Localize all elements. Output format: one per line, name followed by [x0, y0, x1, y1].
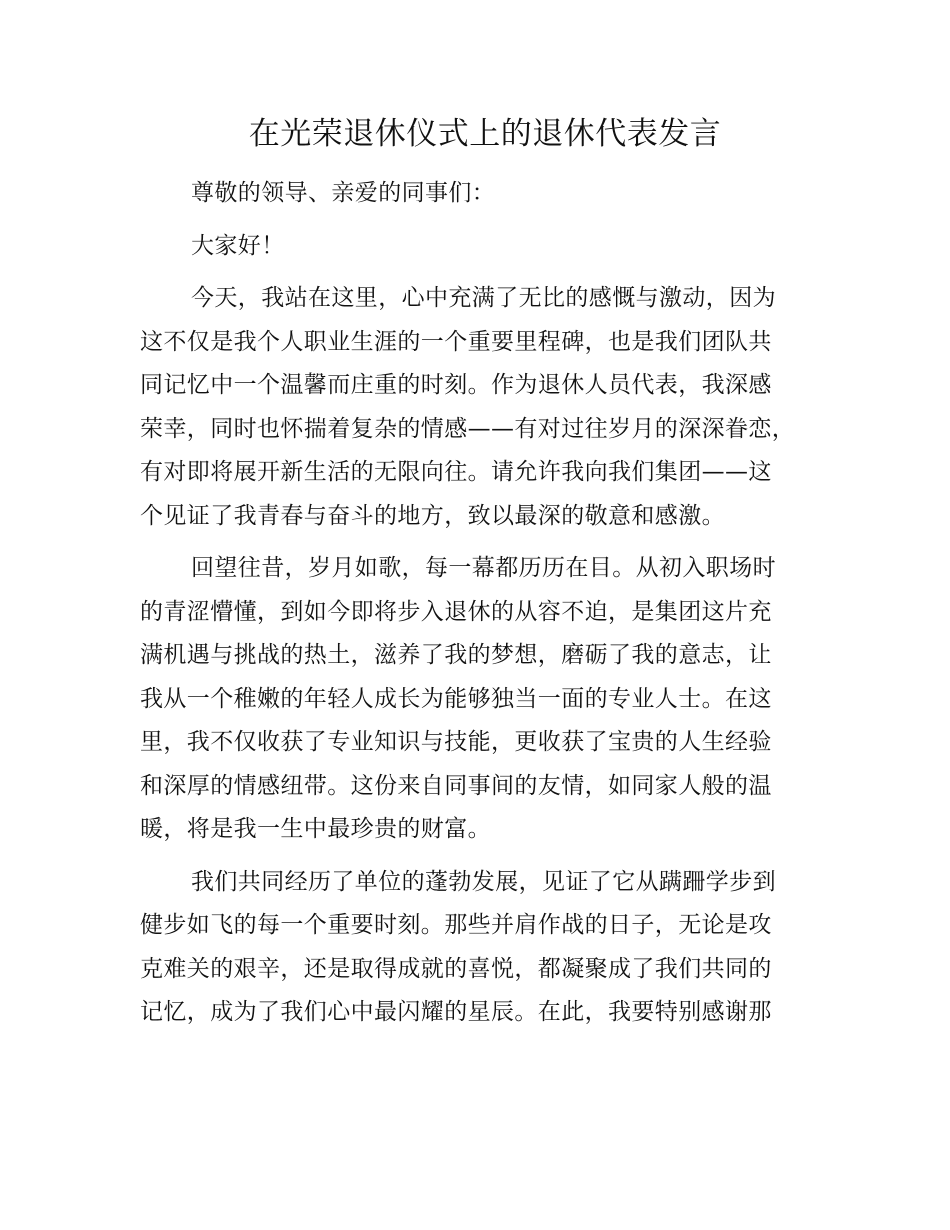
- paragraph-line: 这不仅是我个人职业生涯的一个重要里程碑，也是我们团队共: [140, 328, 772, 355]
- paragraph-line: 满机遇与挑战的热土，滋养了我的梦想，磨砺了我的意志，让: [140, 642, 772, 668]
- paragraph-line: 今天，我站在这里，心中充满了无比的感慨与激动，因为: [191, 285, 776, 311]
- paragraph-line: 同记忆中一个温馨而庄重的时刻。作为退休人员代表，我深感: [140, 372, 772, 398]
- paragraph-line: 里，我不仅收获了专业知识与技能，更收获了宝贵的人生经验: [140, 729, 772, 755]
- paragraph-line: 个见证了我青春与奋斗的地方，致以最深的敬意和感激。: [140, 502, 725, 529]
- paragraph-line: 克难关的艰辛，还是取得成就的喜悦，都凝聚成了我们共同的: [140, 955, 772, 982]
- paragraph-line: 暖，将是我一生中最珍贵的财富。: [140, 816, 491, 842]
- paragraph-line: 健步如飞的每一个重要时刻。那些并肩作战的日子，无论是攻: [140, 912, 772, 938]
- paragraph-line: 记忆，成为了我们心中最闪耀的星辰。在此，我要特别感谢那: [140, 999, 772, 1025]
- paragraph-2: [140, 547, 830, 852]
- document-title: 在光荣退休仪式上的退休代表发言: [248, 116, 722, 152]
- speech-content: [140, 110, 830, 1035]
- paragraph-line: 的青涩懵懂，到如今即将步入退休的从容不迫，是集团这片充: [140, 598, 772, 625]
- paragraph-line: 我从一个稚嫩的年轻人成长为能够独当一面的专业人士。在这: [140, 685, 772, 712]
- paragraph-line: 荣幸，同时也怀揣着复杂的情感——有对过往岁月的深深眷恋，: [140, 415, 796, 442]
- greeting: 大家好！: [191, 232, 285, 259]
- paragraph-3: [140, 861, 830, 1035]
- salutation: 尊敬的领导、亲爱的同事们：: [191, 180, 496, 206]
- paragraph-line: 回望往昔，岁月如歌，每一幕都历历在目。从初入职场时: [191, 555, 776, 581]
- paragraph-line: 和深厚的情感纽带。这份来自同事间的友情，如同家人般的温: [140, 772, 772, 799]
- paragraph-line: 我们共同经历了单位的蓬勃发展，见证了它从蹒跚学步到: [191, 868, 776, 895]
- paragraph-line: 有对即将展开新生活的无限向往。请允许我向我们集团——这: [140, 459, 772, 485]
- paragraph-1: [140, 277, 830, 538]
